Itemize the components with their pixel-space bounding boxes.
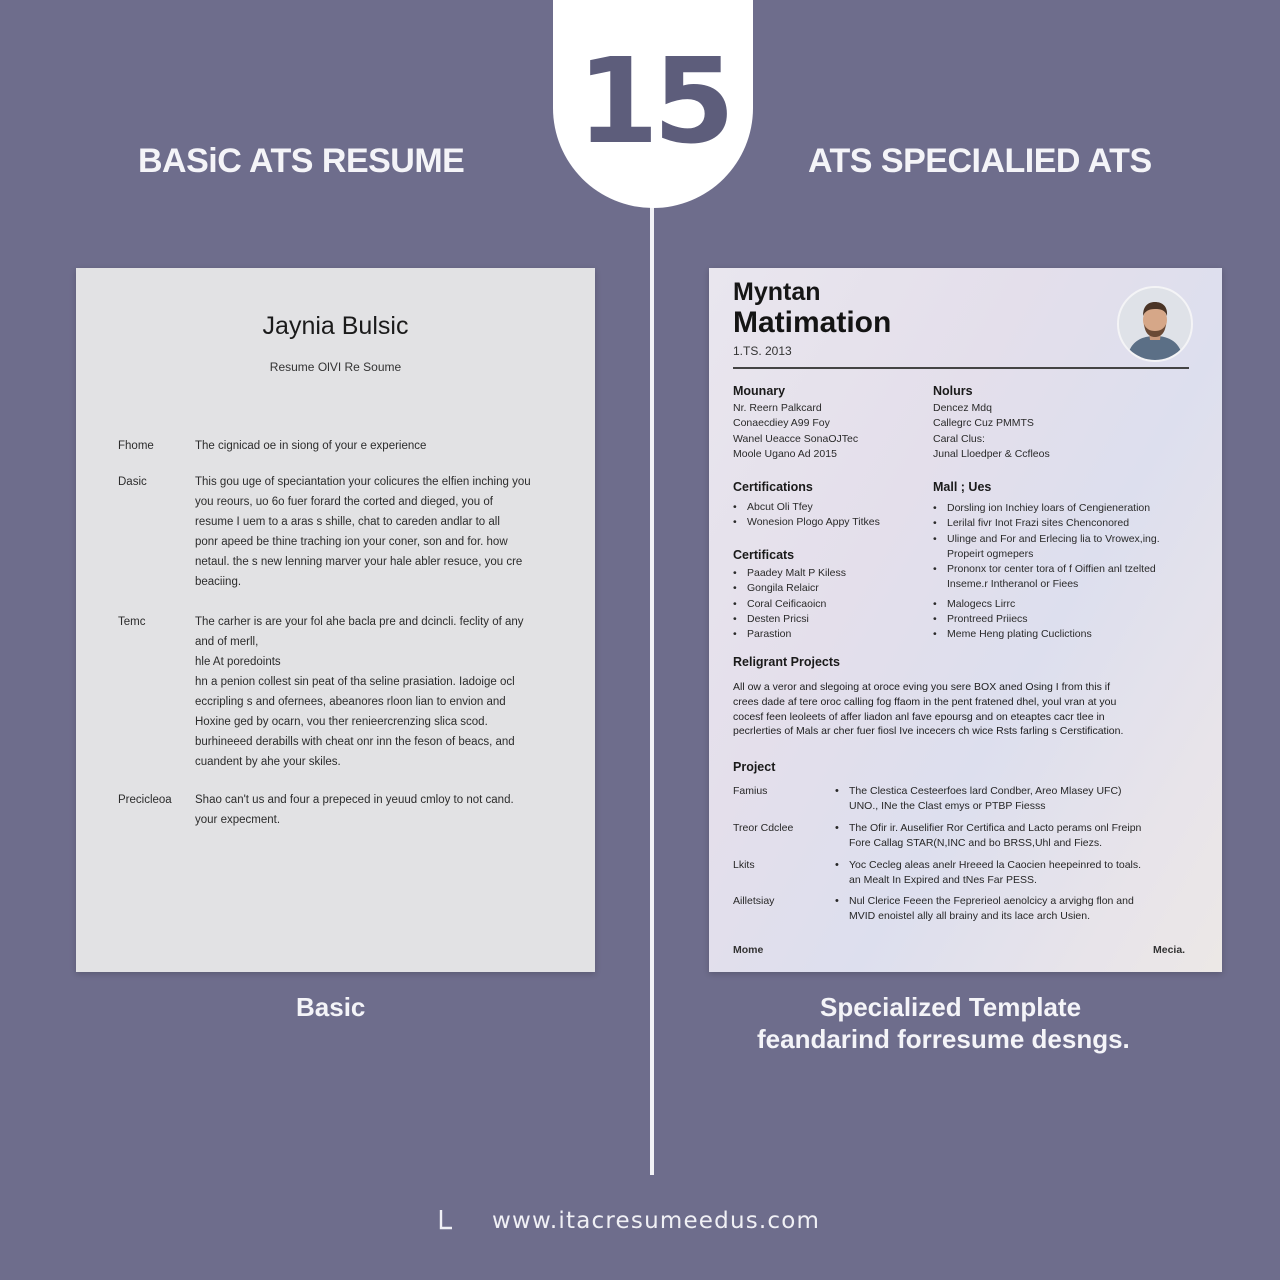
section-label: Dasic xyxy=(118,476,147,488)
list-item xyxy=(933,627,1193,642)
project-label: Lkits xyxy=(733,859,755,871)
list-item xyxy=(933,501,1193,516)
text-line: Hoxine ged by ocarn, vou ther renieercrenzing slica scod. xyxy=(195,716,488,728)
text-line: eccripling s and ofernees, abeanores rloon lian to envion and xyxy=(195,696,506,708)
text-line: Nul Clerice Feeen the Feprerieol aenolcicy a arvighg flon and xyxy=(849,895,1134,907)
certifications-heading: Certifications xyxy=(733,480,813,494)
project-label: Famius xyxy=(733,785,768,797)
text-line: cocesf feen leoleets of affer liadon anl fave epoursg and on eteaptes cacr tlee in xyxy=(733,710,1105,723)
projects-paragraph xyxy=(733,680,1169,739)
list-item: • Wonesion Plogo Appy Titkes xyxy=(733,515,923,530)
text-line: This gou uge of speciantation your colicures the elfien inching you xyxy=(195,476,531,488)
caption-specialized-line2: feandarind forresume desngs. xyxy=(757,1024,1130,1054)
text-line: Fore Callag STAR(N,INC and bo BRSS,Uhl and Fiezs. xyxy=(849,836,1103,849)
section-text xyxy=(195,436,555,456)
text-line: ponr apeed be thine traching ion your coner, son and for. how xyxy=(195,536,508,548)
text-line: an Mealt In Expired and tNes Far PESS. xyxy=(849,873,1037,886)
basic-resume-card[interactable] xyxy=(76,268,595,972)
text-line: All ow a veror and slegoing at oroce eving you sere BOX aned Osing I from this if xyxy=(733,681,1111,693)
mall-heading: Mall ; Ues xyxy=(933,480,992,494)
text-line: beaciing. xyxy=(195,576,242,588)
text-line: The carher is are your fol ahe bacla pre and dcincli. feclity of any xyxy=(195,616,524,628)
list-item: • Coral Ceificaoicn xyxy=(733,597,923,612)
text-line: resume I uem to a aras s shille, chat to careden andlar to all xyxy=(195,516,500,528)
spec-footer-left: Mome xyxy=(733,944,764,956)
spec-first-name: Myntan xyxy=(733,278,821,306)
list-item: • Parastion xyxy=(733,627,923,642)
item-text: Meme Heng plating Cuclictions xyxy=(947,628,1092,641)
list-item xyxy=(933,516,1193,531)
list-item: Nr. Reern Palkcard xyxy=(733,402,822,414)
text-line: Yoc Cecleg aleas anelr Hreeed la Caocien heepeinred to toals. xyxy=(849,859,1142,871)
l-logo-icon xyxy=(438,1208,454,1232)
basic-resume-subtitle: Resume OlVI Re Soume xyxy=(269,360,402,374)
col1-heading: Mounary xyxy=(733,384,786,398)
item-text: Prontreed Priiecs xyxy=(947,613,1028,626)
project-text xyxy=(849,894,1179,923)
text-line: cuandent by ahe your skiles. xyxy=(195,756,341,768)
text-line: crees dade af tere oroc calling fog ffaom in the pent fratened dhel, youl vran at you xyxy=(733,695,1117,708)
list-item: Conaecdiey A99 Foy xyxy=(733,417,830,430)
center-divider xyxy=(650,190,654,1175)
projects-heading: Religrant Projects xyxy=(733,655,840,669)
number-badge xyxy=(553,0,753,208)
section-text xyxy=(195,790,555,830)
bullet-icon: • xyxy=(835,785,839,797)
text-line: The Ofir ir. Auselifier Ror Certifica and Lacto perams onl Freipn xyxy=(849,822,1142,834)
item-text: Propeirt ogmepers xyxy=(947,547,1034,560)
list-item: Junal Lloedper & Ccfleos xyxy=(933,447,1050,460)
list-item: Wanel Ueacce SonaOJTec xyxy=(733,432,859,445)
caption-basic: Basic xyxy=(296,992,366,1022)
bullet-icon: • xyxy=(835,895,839,907)
specialized-resume-card[interactable] xyxy=(709,268,1222,972)
text-line: The cignicad oe in siong of your e experience xyxy=(195,440,427,452)
project-text xyxy=(849,784,1179,813)
text-line: you reours, uo 6o fuer forard the corted and dieged, you of xyxy=(195,496,493,508)
list-item: Moole Ugano Ad 2015 xyxy=(733,447,837,460)
spec-last-name: Matimation xyxy=(733,306,892,339)
text-line: netaul. the s new lenning marver your hale abler resuce, you cre xyxy=(195,556,523,568)
list-item: Caral Clus: xyxy=(933,432,985,445)
header-rule xyxy=(733,367,1189,369)
section-label: Fhome xyxy=(118,440,154,452)
certificats-heading: Certificats xyxy=(733,548,795,562)
col2-heading: Nolurs xyxy=(933,384,973,398)
badge-number: 15 xyxy=(576,32,730,170)
list-item: • Desten Pricsi xyxy=(733,612,923,627)
bullet-icon: • xyxy=(835,822,839,834)
list-item xyxy=(933,597,1193,612)
certifications-list xyxy=(733,500,923,531)
col1-list xyxy=(733,401,923,462)
section-label: Precicleoa xyxy=(118,794,172,806)
footer-url-link[interactable]: www.itacresumeedus.com xyxy=(492,1208,821,1234)
text-line: and of merll, xyxy=(195,636,259,648)
text-line: pecrlerties of Mals ar cher fuer fiosl Ive incecers ch wice Rsts farling s Cerstification. xyxy=(733,725,1124,738)
text-line: UNO., INe the Clast emys or PTBP Fiesss xyxy=(849,799,1046,812)
text-line: your expecment. xyxy=(195,814,281,826)
project-label: Treor Cdclee xyxy=(733,822,794,834)
project-heading: Project xyxy=(733,760,776,774)
item-text: Malogecs Lirrc xyxy=(947,597,1016,610)
item-text: Lerilal fivr Inot Frazi sites Chenconored xyxy=(947,517,1130,530)
mall-list xyxy=(933,501,1193,643)
list-item: • Gongila Relaicr xyxy=(733,581,923,596)
list-item: • Abcut Oli Tfey xyxy=(733,500,923,515)
item-text: Ulinge and For and Erlecing lia to Vrowex,ing. xyxy=(947,532,1160,545)
text-line: hle At poredoints xyxy=(195,656,281,668)
spec-footer-right: Mecia. xyxy=(1153,944,1186,956)
bullet-icon: • xyxy=(835,859,839,871)
profile-photo xyxy=(1117,286,1193,362)
project-label: Ailletsiay xyxy=(733,895,775,907)
person-icon xyxy=(1119,288,1191,360)
item-text: Inseme.r Intheranol or Fiees xyxy=(947,578,1079,591)
list-item xyxy=(933,532,1193,563)
text-line: hn a penion collest sin peat of tha seline prasiation. Iadoige ocl xyxy=(195,676,515,688)
item-text: Dorsling ion Inchiey loars of Cengieneration xyxy=(947,502,1151,514)
section-text xyxy=(195,612,555,772)
text-line: MVID enoistel ally all brainy and its lace arch Usien. xyxy=(849,909,1091,922)
certificats-list xyxy=(733,566,923,642)
section-text xyxy=(195,472,555,592)
text-line: burhineeed derabills with cheat onr inn the feson of beacs, and xyxy=(195,736,515,748)
caption-specialized-line1: Specialized Template xyxy=(820,992,1082,1022)
heading-left: BASiC ATS RESUME xyxy=(138,142,465,180)
text-line: Shao can't us and four a prepeced in yeuud cmloy to not cand. xyxy=(195,794,514,806)
section-label: Temc xyxy=(118,616,146,628)
basic-resume-name: Jaynia Bulsic xyxy=(262,312,409,340)
list-item: • Paadey Malt P Kiless xyxy=(733,566,923,581)
list-item xyxy=(933,612,1193,627)
list-item: Dencez Mdq xyxy=(933,402,992,414)
heading-right: ATS SPECIALIED ATS xyxy=(808,142,1152,180)
spec-date: 1.TS. 2013 xyxy=(733,344,792,358)
list-item xyxy=(933,562,1193,593)
item-text: Prononx tor center tora of f Oiffien anl tzelted xyxy=(947,563,1156,576)
project-text xyxy=(849,821,1179,850)
project-text xyxy=(849,858,1179,887)
col2-list xyxy=(933,401,1183,462)
list-item: Callegrc Cuz PMMTS xyxy=(933,417,1034,430)
text-line: The Clestica Cesteerfoes lard Condber, Areo Mlasey UFC) xyxy=(849,785,1122,797)
